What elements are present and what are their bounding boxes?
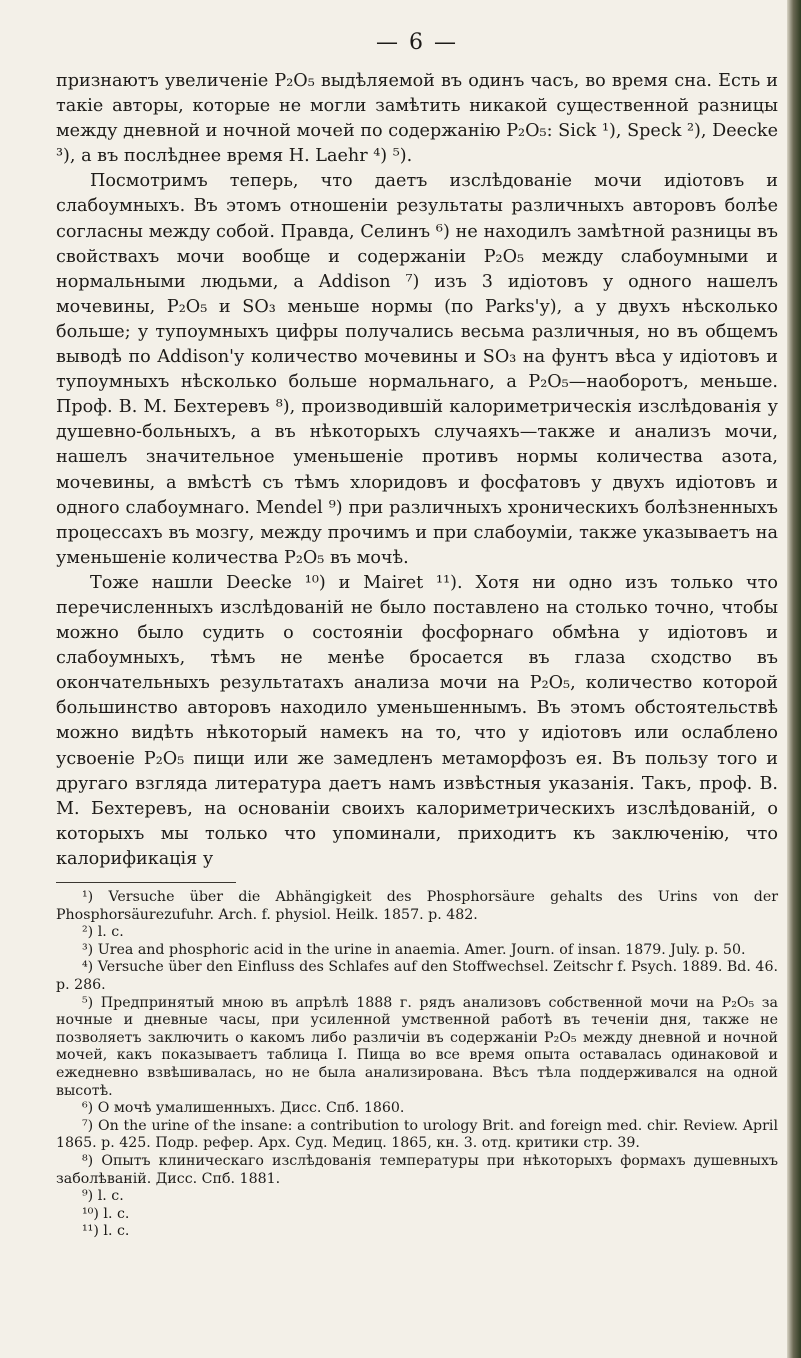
footnote: ³) Urea and phosphoric acid in the urine in anaemia. Amer. Journ. of insan. 1879. July. p. 50. (82, 941, 746, 958)
footnote: ⁴) Versuche über den Einfluss des Schlafes auf den Stoffwechsel. Zeitschr f. Psych. 1889. Bd. 46. p. 286. (56, 959, 778, 993)
footnote: ⁷) On the urine of the insane: a contribution to urology Brit. and foreign med. chir. Review. April 1865. p. 425. Подр. рефер. Арх. Суд. Медиц. 1865, кн. 3. отд. критики стр. 39. (56, 1117, 778, 1152)
body-text (56, 69, 778, 872)
document-page (56, 30, 778, 1241)
footnote: ¹⁰) l. c. (82, 1205, 130, 1222)
page-edge-shadow (787, 0, 801, 1358)
footnote: ⁸) Опытъ клиническаго изслѣдованія температуры при нѣкоторыхъ формахъ душевныхъ заболѣваній. Дисс. Спб. 1881. (56, 1152, 778, 1187)
footnote: ⁹) l. c. (82, 1188, 124, 1205)
paragraph: Посмотримъ теперь, что даетъ изслѣдованіе мочи идіотовъ и слабоумныхъ. Въ этомъ отношеніи результаты различныхъ авторовъ болѣе согласны между собой. Правда, Селинъ ⁶) не находилъ замѣтной разницы въ свойствахъ мочи вообще и содержаніи P₂O₅ между слабоумными и нормальными людьми, а Addison ⁷) изъ 3 идіотовъ у одного нашелъ мочевины, P₂O₅ и SO₃ меньше нормы (по Parks'у), а у двухъ нѣсколько больше; у тупоумныхъ цифры получались весьма различныя, но въ общемъ выводѣ по Addison'у количество мочевины и SO₃ на фунтъ вѣса у идіотовъ и тупоумныхъ нѣсколько больше нормальнаго, а P₂O₅—наоборотъ, меньше. Проф. В. М. Бехтеревъ ⁸), производившій калориметрическія изслѣдованія у душевно-больныхъ, а въ нѣкоторыхъ случаяхъ—также и анализъ мочи, нашелъ значительное уменьшеніе противъ нормы количества азота, мочевины, а вмѣстѣ съ тѣмъ хлоридовъ и фосфатовъ у двухъ идіотовъ и одного слабоумнаго. Mendel ⁹) при различныхъ хроническихъ болѣзненныхъ процессахъ въ мозгу, между прочимъ и при слабоуміи, также указываетъ на уменьшеніе количества P₂O₅ въ мочѣ. (56, 171, 778, 568)
footnote: ¹¹) l. c. (82, 1223, 130, 1240)
footnote: ¹) Versuche über die Abhängigkeit des Phosphorsäure gehalts des Urins von der Phosphorsäurezufuhr. Arch. f. physiol. Heilk. 1857. p. 482. (56, 889, 778, 923)
footnote-divider (56, 882, 236, 883)
footnote: ⁵) Предпринятый мною въ апрѣлѣ 1888 г. рядъ анализовъ собственной мочи на P₂O₅ за ночные и дневные часы, при усиленной умственной работѣ въ теченіи дня, также не позволяетъ заключить о какомъ либо различіи въ содержаніи P₂O₅ между дневной и ночной мочей, какъ показываетъ таблица I. Пища во все время опыта оставалась одинаковой и ежедневно взвѣшивалась, но не была анализирована. Вѣсъ тѣла поддерживался на одной высотѣ. (56, 994, 778, 1099)
page-number: — 6 — (376, 30, 458, 55)
footnotes (56, 889, 778, 1241)
footnote: ⁶) О мочѣ умалишенныхъ. Дисс. Спб. 1860. (82, 1100, 405, 1117)
footnote: ²) l. c. (82, 924, 124, 941)
paragraph: признаютъ увеличеніе P₂O₅ выдѣляемой въ одинъ часъ, во время сна. Есть и такіе авторы, которые не могли замѣтить никакой существенной разницы между дневной и ночной мочей по содержанію P₂O₅: Sick ¹), Speck ²), Deecke ³), а въ послѣднее время Н. Laehr ⁴) ⁵). (56, 71, 778, 167)
paragraph: Тоже нашли Deecke ¹⁰) и Mairet ¹¹). Хотя ни одно изъ только что перечисленныхъ изслѣдованій не было поставлено на столько точно, чтобы можно было судить о состояніи фосфорнаго обмѣна у идіотовъ и слабоумныхъ, тѣмъ не менѣе бросается въ глаза сходство въ окончательныхъ результатахъ анализа мочи на P₂O₅, количество которой большинство авторовъ находило уменьшеннымъ. Въ этомъ обстоятельствѣ можно видѣть нѣкоторый намекъ на то, что у идіотовъ или ослаблено усвоеніе P₂O₅ пищи или же замедленъ метаморфозъ ея. Въ пользу того и другаго взгляда литература даетъ намъ извѣстныя указанія. Такъ, проф. В. М. Бехтеревъ, на основаніи своихъ калориметрическихъ изслѣдованій, о которыхъ мы только что упоминали, приходитъ къ заключенію, что калорификація у (56, 572, 778, 869)
